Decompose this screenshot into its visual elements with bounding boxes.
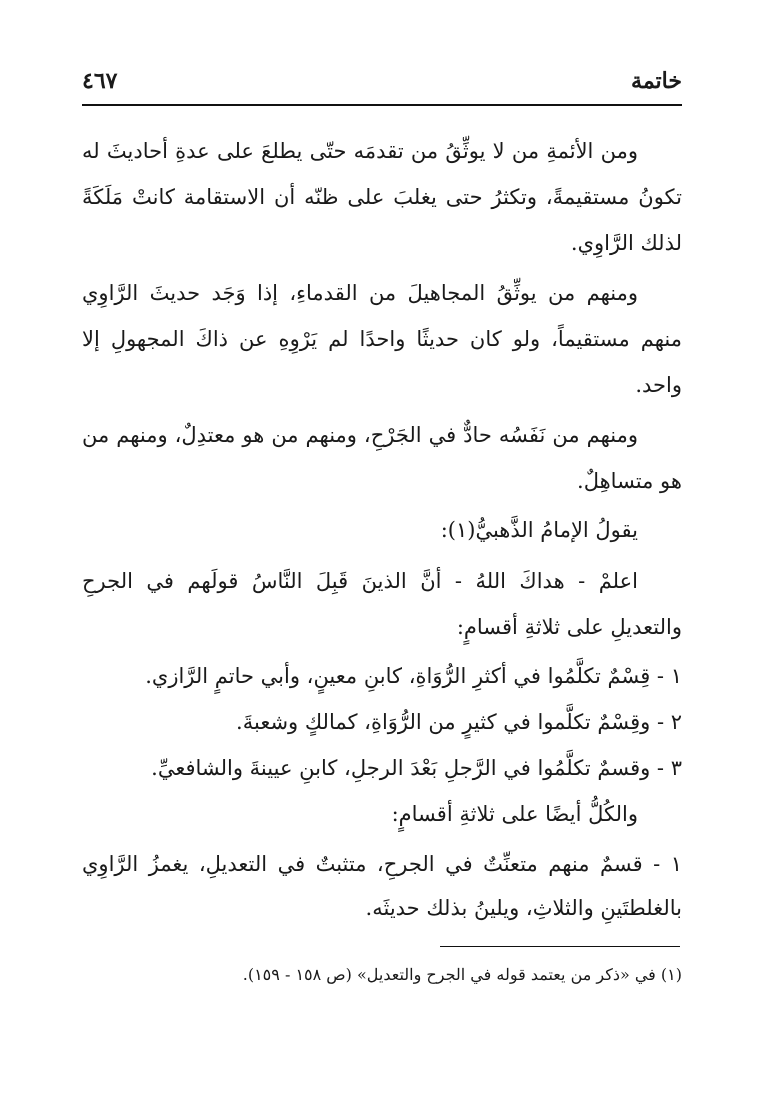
page-number: ٤٦٧ [82,68,118,94]
list-item: ٣ - وقسمٌ تكلَّمُوا في الرَّجلِ بَعْدَ الرجلِ، كابنِ عيينةَ والشافعيِّ. [151,756,682,780]
list-item: ١ - قِسْمٌ تكلَّمُوا في أكثرِ الرُّوَاةِ، كابنِ معينٍ، وأبي حاتمٍ الرَّازي. [145,664,682,688]
list-item: ١ - قسمٌ منهم متعنِّتٌ في الجرحِ، متثبتٌ في التعديلِ، يغمزُ الرَّاوِي بالغلطتَينِ والثلاثِ، ويلينُ بذلك حديثَه. [82,852,682,920]
chapter-title: خاتمة [631,68,682,94]
second-intro: والكُلُّ أيضًا على ثلاثةِ أقسامٍ: [391,802,638,826]
list-item: ٢ - وقِسْمٌ تكلَّموا في كثيرٍ من الرُّوَاةِ، كمالكٍ وشعبةَ. [236,710,682,734]
paragraph: ومنهم من يوثِّقُ المجاهيلَ من القدماءِ، إذا وَجَد حديثَ الرَّاوِي منهم مستقيماً، ولو كان حديثًا واحدًا لم يَرْوِهِ عن ذاكَ المجهولِ إلا واحد. [82,281,682,397]
paragraph: ومن الأئمةِ من لا يوثِّقُ من تقدمَه حتّى يطلعَ على عدةِ أحاديثَ له تكونُ مستقيمةً، وتكثرُ حتى يغلبَ على ظنّه أن الاستقامة كانتْ مَلَكَةً لذلك الرَّاوِي. [82,139,682,255]
quote-text: اعلمْ - هداكَ اللهُ - أنَّ الذينَ قَبِلَ النَّاسُ قولَهم في الجرحِ والتعديلِ على ثلاثةِ أقسامٍ: [82,569,682,639]
header-rule [82,104,682,106]
footnote: (١) في «ذكر من يعتمد قوله في الجرح والتعديل» (ص ١٥٨ - ١٥٩). [242,965,682,984]
page-body [82,128,682,932]
page-header [82,62,682,96]
paragraph: ومنهم من نَفَسُه حادٌّ في الجَرْحِ، ومنهم من هو معتدِلٌ، ومنهم من هو متساهِلٌ. [82,423,682,493]
quote-intro: يقولُ الإمامُ الذَّهبيُّ(١): [440,518,638,542]
footnote-rule [440,946,680,947]
